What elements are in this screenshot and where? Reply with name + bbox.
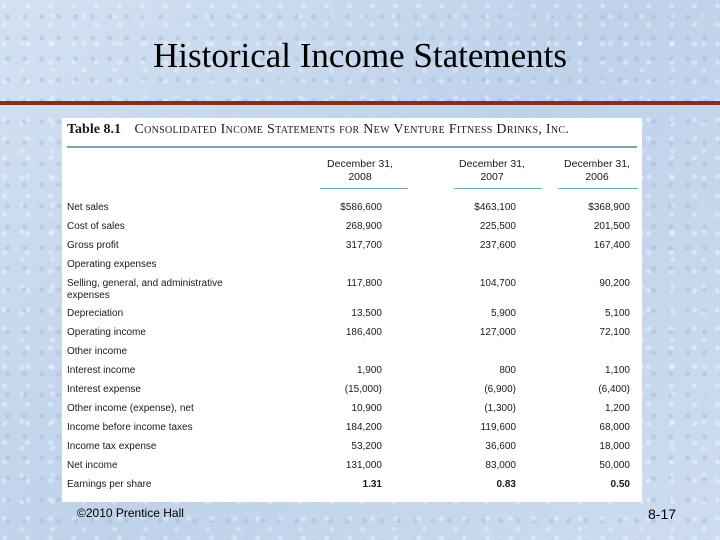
row-label: Gross profit: [67, 240, 119, 251]
column-header-line: December 31,: [459, 158, 525, 170]
row-value: 119,600: [480, 422, 516, 433]
row-value: 0.83: [496, 479, 516, 490]
row-value: 117,800: [346, 278, 382, 289]
row-value: 127,000: [479, 327, 516, 338]
row-value: $586,600: [340, 202, 382, 213]
row-value: 1.31: [362, 479, 382, 490]
row-value: 5,100: [604, 308, 630, 319]
column-header-line: December 31,: [327, 158, 393, 170]
row-value: 186,400: [345, 327, 382, 338]
table-heading: [67, 122, 637, 144]
row-value: 1,200: [604, 403, 630, 414]
row-label: Net sales: [67, 202, 109, 213]
row-label: Net income: [67, 460, 118, 471]
row-label: Cost of sales: [67, 221, 125, 232]
row-value: 50,000: [599, 460, 630, 471]
table-top-rule: [67, 146, 637, 148]
column-rule-2007: [454, 188, 542, 189]
row-label: Earnings per share: [67, 479, 152, 490]
title-divider: [0, 101, 720, 105]
row-label: Operating income: [67, 327, 146, 338]
column-header-2007: [447, 158, 537, 184]
row-value: 184,200: [345, 422, 382, 433]
row-label: Depreciation: [67, 308, 124, 319]
row-value: 5,900: [490, 308, 516, 319]
row-value: 36,600: [485, 441, 516, 452]
row-value: (6,400): [598, 384, 630, 395]
row-value: 317,700: [345, 240, 382, 251]
row-value: 237,600: [479, 240, 516, 251]
slide-number: 8-17: [648, 506, 677, 522]
column-header-year: 2006: [585, 171, 609, 183]
row-value: (6,900): [484, 384, 516, 395]
column-header-2008: [315, 158, 405, 184]
row-label: Interest income: [67, 365, 136, 376]
table-number: Table 8.1: [67, 122, 121, 137]
row-label: Selling, general, and administrative expenses: [67, 278, 223, 301]
row-value: 1,100: [604, 365, 630, 376]
row-label: Other income: [67, 346, 128, 357]
row-label: Interest expense: [67, 384, 141, 395]
row-value: 72,100: [599, 327, 630, 338]
row-value: 10,900: [351, 403, 382, 414]
column-header-2006: [552, 158, 642, 184]
row-label: Income tax expense: [67, 441, 157, 452]
column-header-year: 2008: [348, 171, 372, 183]
column-header-line: December 31,: [564, 158, 630, 170]
row-value: 800: [499, 365, 516, 376]
row-value: $463,100: [474, 202, 516, 213]
slide-title: Historical Income Statements: [152, 36, 568, 75]
income-statement-table: [62, 118, 642, 502]
column-rule-2008: [320, 188, 408, 189]
row-value: 0.50: [610, 479, 630, 490]
copyright-footer: ©2010 Prentice Hall: [77, 506, 184, 520]
row-label: Income before income taxes: [67, 422, 193, 433]
row-value: 90,200: [599, 278, 630, 289]
row-value: 225,500: [479, 221, 516, 232]
row-value: 18,000: [599, 441, 630, 452]
row-value: 13,500: [351, 308, 382, 319]
row-label: Other income (expense), net: [67, 403, 194, 414]
table-caption: Consolidated Income Statements for New Venture Fitness Drinks, Inc.: [134, 122, 570, 137]
row-value: 104,700: [479, 278, 516, 289]
row-value: 131,000: [345, 460, 382, 471]
row-value: 268,900: [345, 221, 382, 232]
row-value: (1,300): [484, 403, 516, 414]
row-value: 1,900: [356, 365, 382, 376]
row-value: (15,000): [344, 384, 382, 395]
row-value: 167,400: [593, 240, 630, 251]
column-rule-2006: [558, 188, 638, 189]
row-value: 83,000: [485, 460, 516, 471]
column-header-year: 2007: [480, 171, 504, 183]
row-value: 201,500: [593, 221, 630, 232]
row-value: $368,900: [588, 202, 630, 213]
row-value: 68,000: [599, 422, 630, 433]
row-label: Operating expenses: [67, 259, 157, 270]
row-value: 53,200: [351, 441, 382, 452]
